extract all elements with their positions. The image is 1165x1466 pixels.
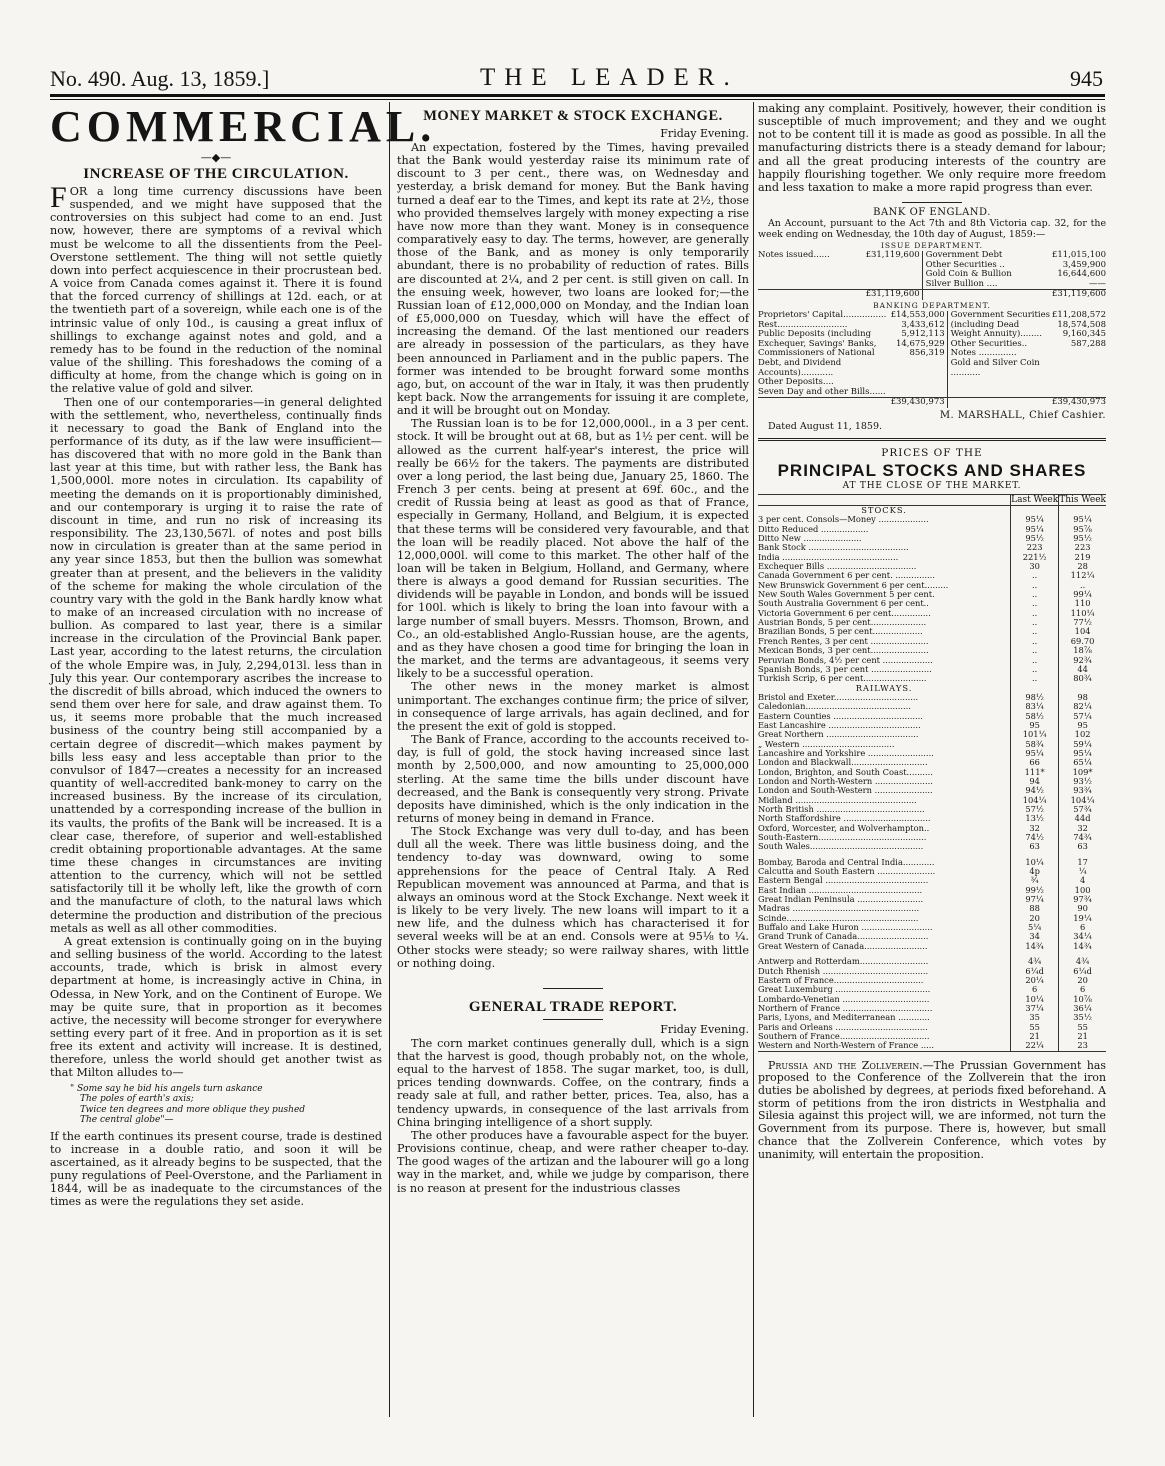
- page-number: 945: [1070, 66, 1103, 91]
- table-row: London and Blackwall............................. 66 65¼: [758, 758, 1106, 767]
- table-row: London and South-Western ...................... 94½ 93¾: [758, 786, 1106, 795]
- column-commercial: [50, 102, 437, 1432]
- prices-heading: PRICES OF THE: [881, 447, 983, 459]
- article-body-end: [50, 1130, 382, 1209]
- dated-line: Dated August 11, 1859.: [768, 421, 883, 432]
- table-row: „ Western ................................... 58¾ 59¼: [758, 740, 1106, 749]
- table-row: New Brunswick Government 6 per cent......... .. ..: [758, 581, 1106, 590]
- banking-liability-value: £14,553,000: [890, 310, 945, 321]
- table-row: Oxford, Worcester, and Wolverhampton.. 32 32: [758, 824, 1106, 833]
- table-row: Eastern of France.................................. 20¼ 20: [758, 976, 1106, 985]
- table-row: 3 per cent. Consols—Money ................... 95¼ 95¼: [758, 515, 1106, 524]
- banking-liability-value: 14,675,929: [895, 338, 945, 349]
- paragraph: making any complaint. Positively, however, their condition is susceptible of much improvement; and they and we ought not to be content till it is made as good as possible. In all the manufacturing districts there is a steady demand for labour; and all the great producing interests of the country are happily flourishing together. We only require more freedom and less taxation to make a more rapid progress than ever.: [758, 102, 1106, 194]
- prices-section-heading: RAILWAYS.: [758, 684, 1106, 693]
- table-row: Buffalo and Lake Huron ........................... 5¼ 6: [758, 923, 1106, 932]
- table-row: Antwerp and Rotterdam.......................... 4¾ 4¾: [758, 957, 1106, 966]
- article-heading: MONEY MARKET & STOCK EXCHANGE.: [423, 108, 723, 124]
- banking-department-table: Proprietors' Capital................ Rest.......................... Public Deposits (including Exchequer, Savings' Banks, Commissioners of National Debt, and Dividend Accounts)............ Other Deposits.... Seven Day and other Bills...... £14,553,000 3,433,612 5,912,113 14,675,929 856,319 Government Securities (including Dead Weight Annuity)........ Other Securities.. Notes .............. Gold and Silver Coin ........... £11,208,572 18,574,508 9,160,345 587,288 £39,430,973 £39,430,973: [758, 310, 1106, 408]
- table-row: Turkish Scrip, 6 per cent........................ .. 80¾: [758, 674, 1106, 683]
- table-row: Ditto Reduced .................. 95¼ 95⅞: [758, 525, 1106, 534]
- table-row: Paris, Lyons, and Mediterranean ............ 35 35½: [758, 1013, 1106, 1022]
- table-row: Western and North-Western of France ..... 22¼ 23: [758, 1041, 1106, 1051]
- table-row: North British ......................................... 57½ 57¾: [758, 805, 1106, 814]
- column-divider: [389, 102, 390, 1417]
- banking-liability-label: Rest..........................: [758, 319, 848, 330]
- banking-asset-label: Notes ..............: [950, 348, 1017, 359]
- masthead-rule: [50, 94, 1105, 97]
- table-row: India ............................................ 221½ 219: [758, 553, 1106, 562]
- bank-of-england-heading: BANK OF ENGLAND.: [873, 207, 991, 219]
- banking-liability-label: Other Deposits....: [758, 377, 834, 388]
- banking-asset-value: 9,160,345: [1062, 329, 1106, 340]
- table-row: Great Luxemburg .................................... 6 6: [758, 985, 1106, 994]
- table-row: Victoria Government 6 per cent............... .. 110¼: [758, 609, 1106, 618]
- banking-asset-value: 18,574,508: [1057, 319, 1106, 330]
- table-row: Great Indian Peninsula ......................... 97¼ 97¾: [758, 895, 1106, 904]
- table-row: South-Eastern......................................... 74½ 74¾: [758, 833, 1106, 842]
- table-row: Bombay, Baroda and Central India............ 10¼ 17: [758, 858, 1106, 867]
- banking-liability-value: 856,319: [909, 348, 945, 359]
- issue-line: No. 490. Aug. 13, 1859.]: [50, 66, 270, 91]
- table-row: Grand Trunk of Canada........................... 34 34¼: [758, 932, 1106, 941]
- table-row: Peruvian Bonds, 4½ per cent ................... .. 92¾: [758, 656, 1106, 665]
- table-row: London and North-Western ...................... 94 93½: [758, 777, 1106, 786]
- table-row: East Indian ........................................... 99½ 100: [758, 886, 1106, 895]
- table-row: South Australia Government 6 per cent.. .. 110: [758, 599, 1106, 608]
- table-row: South Wales........................................... 63 63: [758, 842, 1106, 851]
- column-header-this-week: This Week: [1059, 495, 1106, 505]
- paragraph: The corn market continues generally dull, which is a sign that the harvest is good, though probably not, on the whole, equal to the harvest of 1858. The sugar market, too, is dull, prices tending downwards. Coffee, on the contrary, finds a ready sale at full, and rather better, prices. Tea, also, has a tendency upwards, in consequence of the last arrivals from China bringing intelligence of a short supply.: [397, 1036, 749, 1129]
- banking-asset-label: Gold and Silver Coin ...........: [950, 358, 1040, 378]
- table-row: Mexican Bonds, 3 per cent...................... .. 18⅞: [758, 646, 1106, 655]
- prices-table: [758, 494, 1106, 1052]
- masthead-rule-thin: [50, 99, 1105, 100]
- cashier-signature: M. MARSHALL, Chief Cashier.: [939, 410, 1106, 421]
- banking-liability-label: Proprietors' Capital................: [758, 310, 887, 321]
- table-row: Lancashire and Yorkshire ......................... 95¼ 95¼: [758, 749, 1106, 758]
- paragraph: A great extension is continually going on in the buying and selling business of the world. According to the latest accounts, trade, which is brisk in almost every department at home, is increasingly active in China, in Odessa, in New York, and on the Continent of Europe. We may be quite sure, that in proportion as it becomes active, the necessity will become stronger for everywhere setting every part of it free. And in proportion as it is set free its extent and activity will increase. It is destined, therefore, unless the world should get another twist as that Milton alludes to—: [50, 934, 382, 1080]
- paragraph: If the earth continues its present course, trade is destined to increase in a double ratio, and soon it will be ascertained, as it already begins to be suspected, that the puny regulations of Peel-Overstone, and the Parliament in 1844, will be as inadequate to the circumstances of the times as were the regulations they set aside.: [50, 1129, 382, 1209]
- table-row: Spanish Bonds, 3 per cent ....................... .. 44: [758, 665, 1106, 674]
- dateline: Friday Evening.: [660, 127, 749, 140]
- banking-asset-value: 587,288: [1070, 338, 1106, 349]
- double-rule: [758, 438, 1106, 441]
- paragraph: FOR a long time currency discussions have been suspended, and we might have supposed that the controversies on this subject had come to an end. Just now, however, there are symptoms of a revival which must be welcome to all the dissentients from the Peel-Overstone settlement. The thing will not settle quietly down into perfect acquiescence in their procrustean bed. A voice from Canada comes against it. There it is found that the forced currency of shillings at 12d. each, or at the twentieth part of a sovereign, while each one is of the intrinsic value of only 10d., is causing a great influx of shillings to exchange against notes and gold, and a remedy has to be found in the reduction of the nominal value of the shilling. This foreshadows the coming of a difficulty at home, from the change which is going on in the relative value of gold and silver.: [50, 181, 382, 396]
- verse-quote: " Some say he bid his angels turn askance The poles of earth's axis; Twice ten degrees and more oblique they pushed The central globe"—: [70, 1083, 306, 1126]
- divider: [902, 202, 962, 203]
- table-row: London, Brighton, and South Coast.......... 111* 109*: [758, 768, 1106, 777]
- table-row: Exchequer Bills .................................. 30 28: [758, 562, 1106, 571]
- table-row: Paris and Orleans ................................... 55 55: [758, 1023, 1106, 1032]
- table-row: Lombardo-Venetian ................................. 10¼ 10⅞: [758, 995, 1106, 1004]
- dateline: Friday Evening.: [660, 1022, 749, 1036]
- drop-cap: F: [50, 181, 67, 214]
- table-row: Eastern Bengal ....................................... ¾ 4: [758, 876, 1106, 885]
- table-row: Austrian Bonds, 5 per cent..................... .. 77½: [758, 618, 1106, 627]
- at-close-subtitle: AT THE CLOSE OF THE MARKET.: [842, 481, 1022, 491]
- table-row: Midland .............................................. 104¼ 104¼: [758, 796, 1106, 805]
- article-heading: INCREASE OF THE CIRCULATION.: [83, 166, 349, 182]
- table-row: Northern of France .................................. 37¼ 36¼: [758, 1004, 1106, 1013]
- banking-asset-label: Other Securities..: [950, 338, 1028, 349]
- banking-liability-value: 5,912,113: [901, 329, 945, 340]
- issue-department-heading: ISSUE DEPARTMENT.: [880, 241, 984, 251]
- article-body: [50, 181, 382, 1080]
- table-row: East Lancashire ................................... 95 95: [758, 721, 1106, 730]
- table-row: Madras ................................................ 88 90: [758, 904, 1106, 913]
- table-row: French Rentes, 3 per cent ...................... .. 69.70: [758, 637, 1106, 646]
- table-row: Ditto New ...................... 95½ 95½: [758, 534, 1106, 543]
- table-row: Caledonian........................................ 83¼ 82¼: [758, 702, 1106, 711]
- table-row: Great Northern ................................... 101¼ 102: [758, 730, 1106, 739]
- paragraph: The Russian loan is to be for 12,000,000l., in a 3 per cent. stock. It will be brought out at 68, but as 1½ per cent. will be allowed as the current half-year's interest, the price will really be 66½ for the takers. The payments are distributed over a long period, the last being due, January 25, 1860. The French 3 per cents. being at present at 69f. 60c., and the credit of Russia being at least as good as that of France, especially in Germany, Holland, and Belgium, it is expected that these terms will be considered very favourable, and that the loan will be readily placed. Not above the half of the 12,000,000l. will come to this market. The other half of the loan will be taken in Belgium, Holland, and Germany, where there is always a good demand for Russian securities. The dividends will be payable in London, and bonds will be issued for 100l. which is likely to bring the loan into favour with a large number of small buyers. Messrs. Thomson, Brown, and Co., an old-established Anglo-Russian house, are the agents, and as they have chosen a good time for bringing the loan in the market, and the terms are advantageous, it seems very likely to be a successful operation.: [397, 417, 749, 681]
- section-title: COMMERCIAL.: [50, 102, 437, 151]
- column-divider: [753, 102, 754, 1417]
- table-row: Calcutta and South Eastern ...................... 4p ¼: [758, 867, 1106, 876]
- article-body: [397, 141, 749, 970]
- table-row: Brazilian Bonds, 5 per cent................... .. 104: [758, 627, 1106, 636]
- masthead: [50, 64, 1105, 94]
- table-row: Scinde.................................................. 20 19¼: [758, 914, 1106, 923]
- principal-stocks-title: PRINCIPAL STOCKS AND SHARES: [777, 461, 1087, 480]
- table-row: New South Wales Government 5 per cent. .. 99¼: [758, 590, 1106, 599]
- banking-liability-label: Public Deposits (including Exchequer, Savings' Banks, Commissioners of National Debt, and Dividend Accounts)............: [758, 329, 877, 378]
- ornament: —◆—: [200, 151, 232, 164]
- column-bank-and-prices: [758, 102, 1106, 1432]
- prussia-paragraph: Prussia and the Zollverein.—The Prussian Government has proposed to the Conference of the Zollverein that the iron duties be abolished by degrees, at periods fixed beforehand. A storm of petitions from the iron districts in Westphalia and Silesia against this project will, we are informed, not turn the Government from its purpose. There is, however, but small chance that the Zollverein Conference, which votes by unanimity, will entertain the proposition.: [758, 1058, 1106, 1161]
- article-body: [397, 1037, 749, 1195]
- article-heading: GENERAL TRADE REPORT.: [468, 998, 678, 1015]
- article-continuation: [758, 102, 1106, 194]
- column-header-last-week: Last Week: [1011, 495, 1059, 505]
- newspaper-title: THE LEADER.: [480, 64, 739, 91]
- table-row: Southern of France.................................. 21 21: [758, 1032, 1106, 1041]
- table-row: Eastern Counties .................................. 58½ 57¼: [758, 712, 1106, 721]
- table-row: Great Western of Canada........................ 14¾ 14¾: [758, 942, 1106, 951]
- banking-liability-label: Seven Day and other Bills......: [758, 386, 886, 397]
- table-row: Bristol and Exeter................................ 98½ 98: [758, 693, 1106, 702]
- table-row: Bank Stock ...................................... 223 223: [758, 543, 1106, 552]
- prices-section-heading: STOCKS.: [758, 506, 1106, 516]
- paragraph: An expectation, fostered by the Times, having prevailed that the Bank would yesterday raise its minimum rate of discount to 3 per cent., there was, on Wednesday and yesterday, a brisk demand for money. But the Bank having turned a deaf ear to the Times, and kept its rate at 2½, those who provided themselves largely with money expecting a rise have now more than they want. Money is in consequence comparatively easy to day. The terms, however, are generally those of the Bank, and as money is only temporarily abundant, there is no probability of reduction of rates. Bills are discounted at 2¼, and 2 per cent. is still given on call. In the ensuing week, however, two loans are looked for;—the Russian loan of £12,000,000 on Monday, and the Indian loan of £5,000,000 on Tuesday, which will have the effect of increasing the demand. Of the last mentioned our readers are already in possession of the particulars, as they have been announced in Parliament and in the public papers. The former was intended to be brought forward some months ago, but, on account of the war in Italy, it was then prudently kept back. Now the arrangements for issuing it are complete, and it will be brought out on Monday.: [397, 141, 749, 418]
- table-row: North Staffordshire ................................. 13½ 44d: [758, 814, 1106, 823]
- divider: [543, 1019, 603, 1020]
- banking-asset-label: Government Securities (including Dead Weight Annuity)........: [950, 310, 1050, 340]
- paragraph: The other produces have a favourable aspect for the buyer. Provisions continue, cheap, and were rather cheaper to-day. The good wages of the artizan and the labourer will go a long way in the market, and, while we judge by comparison, there is no reason at present for the industrious classes: [397, 1128, 749, 1195]
- divider: [543, 988, 603, 989]
- table-row: Canada Government 6 per cent. ............... .. 112¼: [758, 571, 1106, 580]
- paragraph: The Bank of France, according to the accounts received to-day, is full of gold, the stock having increased since last month by 2,500,000, and now amounting to 25,000,000 sterling. At the same time the bills under discount have decreased, and the Bank is consequently very strong. Private deposits have diminished, which is the only indication in the returns of money being in demand in France.: [397, 733, 749, 825]
- issue-department-table: Notes issued...... £31,119,600 Government Debt £11,015,100 Other Securities .. 3,459,900 Gold Coin & Bullion 16,644,600 Silver Bullion .... —— £31,119,600 £31,119,600: [758, 250, 1106, 300]
- banking-asset-value: £11,208,572: [1051, 310, 1106, 321]
- paragraph: The Stock Exchange was very dull to-day, and has been dull all the week. There was little business doing, and the tendency to-day was downward, owing to some apprehensions for the peace of Central Italy. A Red Republican movement was announced at Parma, and that is always an ominous word at the Stock Exchange. Next week it is likely to be very lively. The new loans will impart to it a new life, and the dulness which has characterised it for several weeks will be at an end. Consols were at 95⅛ to ¼. Other stocks were steady; so were railway shares, with little or nothing doing.: [397, 825, 749, 970]
- bank-account-intro: An Account, pursuant to the Act 7th and 8th Victoria cap. 32, for the week ending on Wednesday, the 10th day of August, 1859:—: [758, 218, 1106, 241]
- column-money-market: [397, 102, 749, 1432]
- banking-liability-value: 3,433,612: [901, 319, 945, 330]
- banking-department-heading: BANKING DEPARTMENT.: [873, 301, 991, 311]
- table-row: Dutch Rhenish ........................................ 6¼d 6¼d: [758, 967, 1106, 976]
- paragraph: Then one of our contemporaries—in general delighted with the settlement, who, nevertheless, continually finds it necessary to goad the Bank of England into the performance of its duty, as if the law were insufficient—has discovered that with no more gold in the Bank than last year at this time, but with rather less, the Bank has 1,500,000l. more notes in circulation. Its capability of meeting the demands on it is proportionably diminished, and our contemporary is urging it to raise the rate of discount in time, and run no risk of increasing its responsibility. The 23,130,567l. of notes and post bills now in circulation is greater than at the same period in any year since 1853, but then the bullion was somewhat greater than at present, and the believers in the validity of the scheme for making the whole circulation of the country vary with the gold in the Bank hardly know what to make of an increased circulation with no increase of bullion. As compared to last year, there is a similar increase in the circulation of the Provincial Bank paper. Last year, according to the latest returns, the circulation of the whole Empire was, in July, 2,294,013l. less than in July this year. Our contemporary ascribes the increase to the discredit of bills abroad, which induced the owners to send them over here for sale, and draw against them. To us, it seems more probable that the much increased business of the country being still accompanied by a certain degree of discredit—which makes payment by bills less easy and less acceptable than prior to the convulsor of 1847—creates a necessity for an increased quantity of well-accredited bank-money to carry on the increased business. By the increase of its circulation, unattended by a corresponding increase of the bullion in its vaults, the profits of the Bank will be increased. It is a clear case, therefore, of superior and well-established credit obtaining proportionable advantages. At the same time these changes in circumstances are inviting attention to the currency, which will not be settled satisfactorily till it be wholly left, like the growth of corn and the manufacture of cloth, to the natural laws which determine the production and distribution of the precious metals as well as all other commodities.: [50, 395, 382, 935]
- paragraph: The other news in the money market is almost unimportant. The exchanges continue firm; the price of silver, in consequence of large arrivals, has again declined, and for the present the exit of gold is stopped.: [397, 680, 749, 733]
